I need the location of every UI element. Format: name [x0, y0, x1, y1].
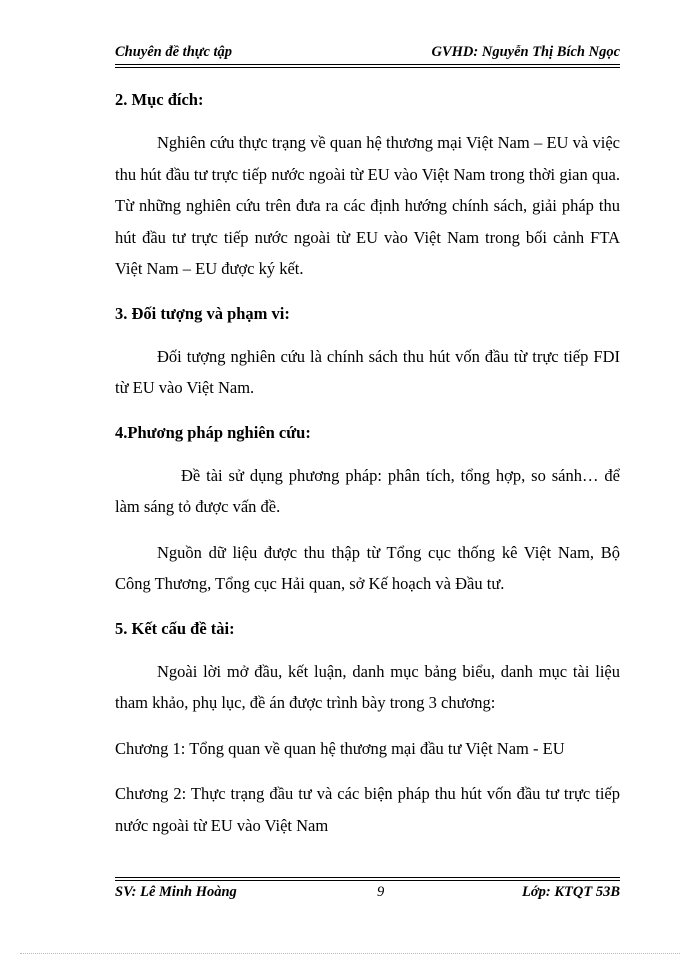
footer-rule-secondary	[115, 880, 620, 881]
section-5-heading: 5. Kết cấu đề tài:	[115, 618, 235, 638]
footer-student: SV: Lê Minh Hoàng	[115, 884, 237, 900]
header-doc-title: Chuyên đề thực tập	[115, 44, 233, 60]
section-2-heading: 2. Mục đích:	[115, 90, 204, 109]
section-4-paragraph-1: Đề tài sử dụng phương pháp: phân tích, tổng hợp, so sánh… để làm sáng tỏ được vấn đề.	[115, 465, 620, 516]
section-5-paragraph: Ngoài lời mở đầu, kết luận, danh mục bảng biểu, danh mục tài liệu tham khảo, phụ lục, đề án được trình bày trong 3 chương:	[115, 661, 620, 712]
section-3-heading: 3. Đối tượng và phạm vi:	[115, 303, 290, 323]
page-break-divider	[20, 953, 680, 954]
section-3-paragraph: Đối tượng nghiên cứu là chính sách thu hút vốn đầu từ trực tiếp FDI từ EU vào Việt Nam.	[115, 346, 620, 397]
page-number: 9	[377, 884, 385, 900]
section-2-paragraph: Nghiên cứu thực trạng về quan hệ thương mại Việt Nam – EU và việc thu hút đầu tư trực tiếp nước ngoài từ EU vào Việt Nam trong thời gian qua. Từ những nghiên cứu trên đưa ra các định hướng chính sách, giải pháp thu hút đầu tư trực tiếp nước ngoài từ EU vào Việt Nam trong bối cảnh FTA Việt Nam – EU được ký kết.	[115, 133, 620, 278]
page-body	[115, 84, 620, 841]
header-advisor: GVHD: Nguyễn Thị Bích Ngọc	[431, 44, 620, 60]
chapter-1-line: Chương 1: Tổng quan về quan hệ thương mại đầu tư Việt Nam - EU	[115, 738, 565, 758]
header-rule	[115, 64, 620, 65]
header-rule-secondary	[115, 67, 620, 68]
section-4-heading: 4.Phương pháp nghiên cứu:	[115, 422, 311, 442]
page-header	[115, 44, 620, 61]
section-4-paragraph-2: Nguồn dữ liệu được thu thập từ Tổng cục thống kê Việt Nam, Bộ Công Thương, Tổng cục Hải quan, sở Kế hoạch và Đầu tư.	[115, 542, 620, 593]
footer-class: Lớp: KTQT 53B	[522, 884, 620, 900]
footer-rule	[115, 877, 620, 878]
chapter-2-line: Chương 2: Thực trạng đầu tư và các biện pháp thu hút vốn đầu tư trực tiếp nước ngoài từ EU vào Việt Nam	[115, 784, 620, 835]
